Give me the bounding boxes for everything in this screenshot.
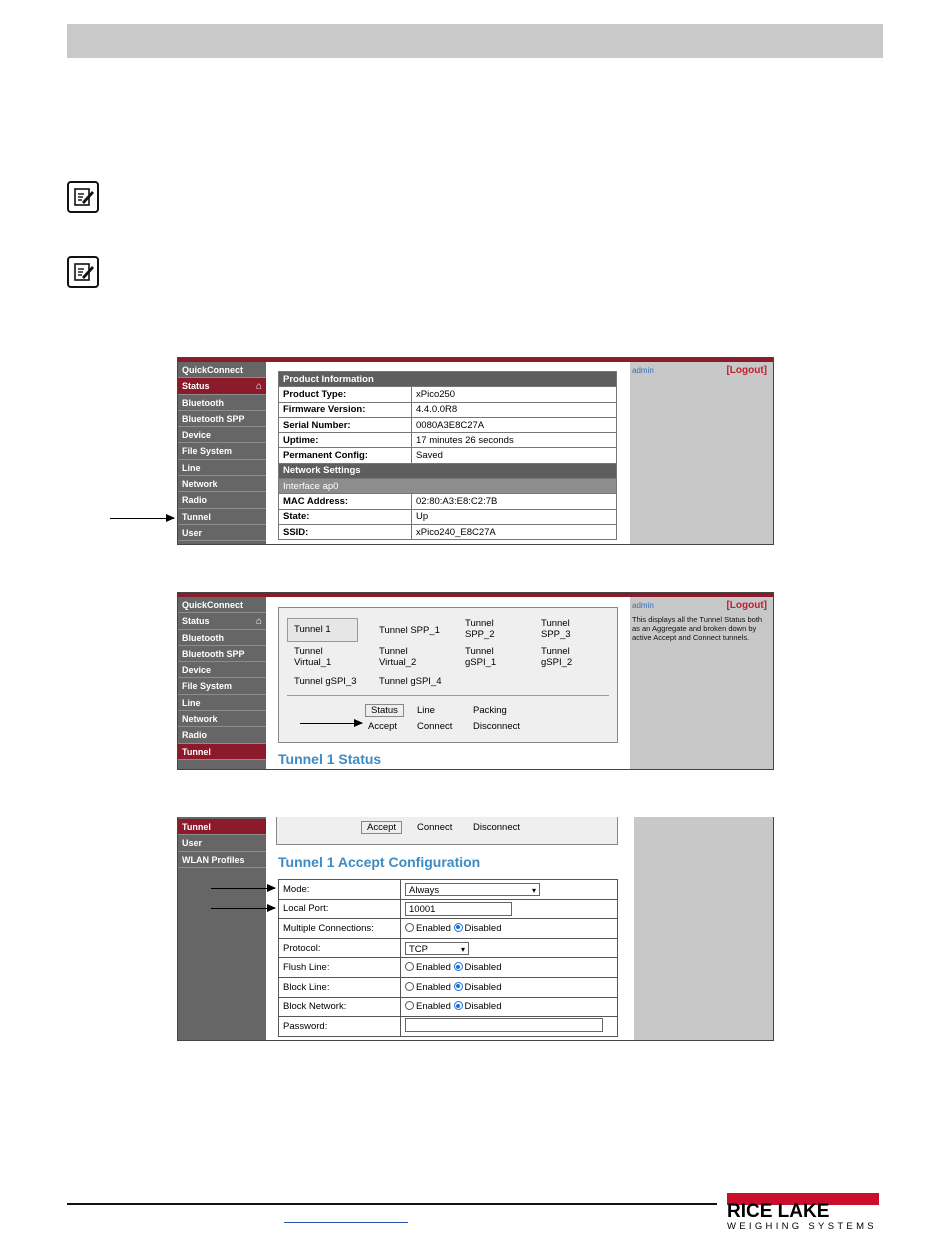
table-row: Product Type: xPico250 bbox=[279, 387, 617, 402]
sidebar-item-label: Status bbox=[182, 381, 210, 392]
disabled-radio[interactable] bbox=[454, 1001, 463, 1010]
admin-label: admin bbox=[632, 601, 654, 610]
subtab-connect[interactable]: Connect bbox=[417, 721, 453, 732]
enabled-radio[interactable] bbox=[405, 923, 414, 932]
svg-text:RICE LAKE: RICE LAKE bbox=[727, 1201, 830, 1222]
table-row: Flush Line: Enabled Disabled bbox=[279, 958, 618, 978]
enabled-radio[interactable] bbox=[405, 1001, 414, 1010]
interface-header: Interface ap0 bbox=[279, 479, 617, 494]
enabled-radio[interactable] bbox=[405, 962, 414, 971]
tab-tunnel-gspi-2[interactable]: Tunnel gSPI_2 bbox=[541, 646, 573, 668]
sidebar bbox=[178, 362, 266, 544]
subtab-accept[interactable]: Accept bbox=[368, 721, 398, 732]
tab-tunnel-spp-2[interactable]: Tunnel SPP_2 bbox=[465, 618, 495, 640]
subtab-connect[interactable]: Connect bbox=[417, 822, 453, 833]
chevron-down-icon: ▾ bbox=[460, 944, 465, 954]
callout-arrow bbox=[211, 888, 275, 889]
disabled-radio[interactable] bbox=[454, 923, 463, 932]
table-row: Password: bbox=[279, 1017, 618, 1037]
status-screenshot bbox=[177, 357, 774, 545]
tab-tunnel-gspi-3[interactable]: Tunnel gSPI_3 bbox=[294, 676, 357, 687]
tab-tunnel-1[interactable]: Tunnel 1 bbox=[287, 618, 358, 642]
logout-link[interactable]: [Logout] bbox=[726, 600, 767, 611]
table-row: MAC Address: 02:80:A3:E8:C2:7B bbox=[279, 494, 617, 509]
footer-link-underline[interactable] bbox=[284, 1222, 408, 1223]
status-table bbox=[278, 371, 617, 540]
table-row: Protocol: TCP ▾ bbox=[279, 938, 618, 958]
sidebar-item-quickconnect[interactable]: QuickConnect bbox=[178, 597, 266, 613]
network-settings-header: Network Settings bbox=[279, 463, 617, 478]
tab-tunnel-spp-3[interactable]: Tunnel SPP_3 bbox=[541, 618, 571, 640]
sidebar-item-status[interactable] bbox=[178, 613, 266, 629]
sidebar-item-bluetooth[interactable]: Bluetooth bbox=[178, 395, 266, 411]
footer-rule bbox=[67, 1203, 717, 1205]
svg-text:WEIGHING SYSTEMS: WEIGHING SYSTEMS bbox=[727, 1221, 877, 1232]
help-pane bbox=[630, 597, 773, 769]
sidebar-item-network[interactable]: Network bbox=[178, 711, 266, 727]
subtab-accept[interactable]: Accept bbox=[361, 822, 402, 833]
sidebar-item-status[interactable] bbox=[178, 378, 266, 394]
table-row: Serial Number: 0080A3E8C27A bbox=[279, 417, 617, 432]
table-row: Block Network: Enabled Disabled bbox=[279, 997, 618, 1017]
accept-config-table bbox=[278, 879, 618, 1037]
multiple-connections-radio-group: Enabled Disabled bbox=[401, 919, 618, 939]
home-icon[interactable]: ⌂ bbox=[255, 381, 262, 393]
mode-select[interactable]: Always ▾ bbox=[405, 883, 540, 896]
table-row: Mode: Always ▾ bbox=[279, 880, 618, 900]
sidebar-item-radio[interactable]: Radio bbox=[178, 492, 266, 508]
subtab-disconnect[interactable]: Disconnect bbox=[473, 822, 520, 833]
tunnel-screenshot bbox=[177, 592, 774, 770]
home-icon[interactable]: ⌂ bbox=[255, 616, 262, 628]
help-pane bbox=[634, 817, 773, 1040]
sidebar-item-file-system[interactable]: File System bbox=[178, 443, 266, 459]
table-row: Firmware Version: 4.4.0.0R8 bbox=[279, 402, 617, 417]
disabled-radio[interactable] bbox=[454, 962, 463, 971]
sidebar-item-device[interactable]: Device bbox=[178, 662, 266, 678]
sidebar-item-label: Status bbox=[182, 616, 210, 627]
table-row: Block Line: Enabled Disabled bbox=[279, 977, 618, 997]
tab-tunnel-virtual-1[interactable]: Tunnel Virtual_1 bbox=[294, 646, 332, 668]
product-info-header: Product Information bbox=[279, 372, 617, 387]
tab-tunnel-spp-1[interactable]: Tunnel SPP_1 bbox=[379, 625, 440, 636]
protocol-select[interactable]: TCP ▾ bbox=[405, 942, 469, 955]
flush-line-radio-group: Enabled Disabled bbox=[401, 958, 618, 978]
rice-lake-logo-text bbox=[727, 1200, 879, 1232]
sidebar-item-network[interactable]: Network bbox=[178, 476, 266, 492]
sidebar-item-radio[interactable]: Radio bbox=[178, 727, 266, 743]
sidebar-item-file-system[interactable]: File System bbox=[178, 678, 266, 694]
table-row: SSID: xPico240_E8C27A bbox=[279, 524, 617, 539]
sidebar bbox=[178, 597, 266, 769]
enabled-radio[interactable] bbox=[405, 982, 414, 991]
sidebar bbox=[178, 817, 266, 1040]
help-pane bbox=[630, 362, 773, 544]
sidebar-item-tunnel[interactable]: Tunnel bbox=[178, 819, 266, 835]
callout-arrow bbox=[110, 518, 174, 519]
sidebar-item-bluetooth-spp[interactable]: Bluetooth SPP bbox=[178, 411, 266, 427]
chevron-down-icon: ▾ bbox=[531, 885, 536, 895]
note-icon bbox=[67, 181, 99, 213]
table-row: State: Up bbox=[279, 509, 617, 524]
local-port-input[interactable]: 10001 bbox=[405, 902, 512, 916]
accept-screenshot bbox=[177, 817, 774, 1041]
sidebar-item-tunnel[interactable]: Tunnel bbox=[178, 744, 266, 760]
subtab-disconnect[interactable]: Disconnect bbox=[473, 721, 520, 732]
page-header-bar bbox=[67, 24, 883, 58]
sidebar-item-device[interactable]: Device bbox=[178, 427, 266, 443]
sidebar-item-line[interactable]: Line bbox=[178, 460, 266, 476]
subtab-status[interactable]: Status bbox=[365, 705, 404, 716]
sidebar-item-tunnel[interactable]: Tunnel bbox=[178, 509, 266, 525]
subtab-packing[interactable]: Packing bbox=[473, 705, 507, 716]
table-row: Permanent Config: Saved bbox=[279, 448, 617, 463]
callout-arrow bbox=[300, 723, 362, 724]
block-network-radio-group: Enabled Disabled bbox=[401, 997, 618, 1017]
sidebar-item-quickconnect[interactable]: QuickConnect bbox=[178, 362, 266, 378]
subtab-line[interactable]: Line bbox=[417, 705, 435, 716]
password-input[interactable] bbox=[405, 1018, 603, 1032]
sidebar-item-user[interactable]: User bbox=[178, 525, 266, 541]
sidebar-item-line[interactable]: Line bbox=[178, 695, 266, 711]
help-text: This displays all the Tunnel Status both as an Aggregate and broken down by active Accept and Connect tunnels. bbox=[632, 615, 763, 642]
page-title: Tunnel 1 Accept Configuration bbox=[278, 854, 481, 870]
callout-arrow bbox=[211, 908, 275, 909]
note-icon bbox=[67, 256, 99, 288]
table-row: Multiple Connections: Enabled Disabled bbox=[279, 919, 618, 939]
logout-link[interactable]: [Logout] bbox=[726, 365, 767, 376]
sidebar-item-bluetooth-spp[interactable]: Bluetooth SPP bbox=[178, 646, 266, 662]
tab-tunnel-gspi-4[interactable]: Tunnel gSPI_4 bbox=[379, 676, 442, 687]
table-row: Local Port: 10001 bbox=[279, 899, 618, 919]
tab-tunnel-virtual-2[interactable]: Tunnel Virtual_2 bbox=[379, 646, 417, 668]
disabled-radio[interactable] bbox=[454, 982, 463, 991]
sidebar-item-user[interactable]: User bbox=[178, 835, 266, 851]
block-line-radio-group: Enabled Disabled bbox=[401, 977, 618, 997]
tab-tunnel-gspi-1[interactable]: Tunnel gSPI_1 bbox=[465, 646, 497, 668]
sidebar-item-bluetooth[interactable]: Bluetooth bbox=[178, 630, 266, 646]
table-row: Uptime: 17 minutes 26 seconds bbox=[279, 433, 617, 448]
sidebar-item-wlan-profiles[interactable]: WLAN Profiles bbox=[178, 852, 266, 868]
page-title: Tunnel 1 Status bbox=[278, 751, 382, 767]
admin-label: admin bbox=[632, 366, 654, 375]
tunnel-menu-box bbox=[276, 817, 618, 845]
